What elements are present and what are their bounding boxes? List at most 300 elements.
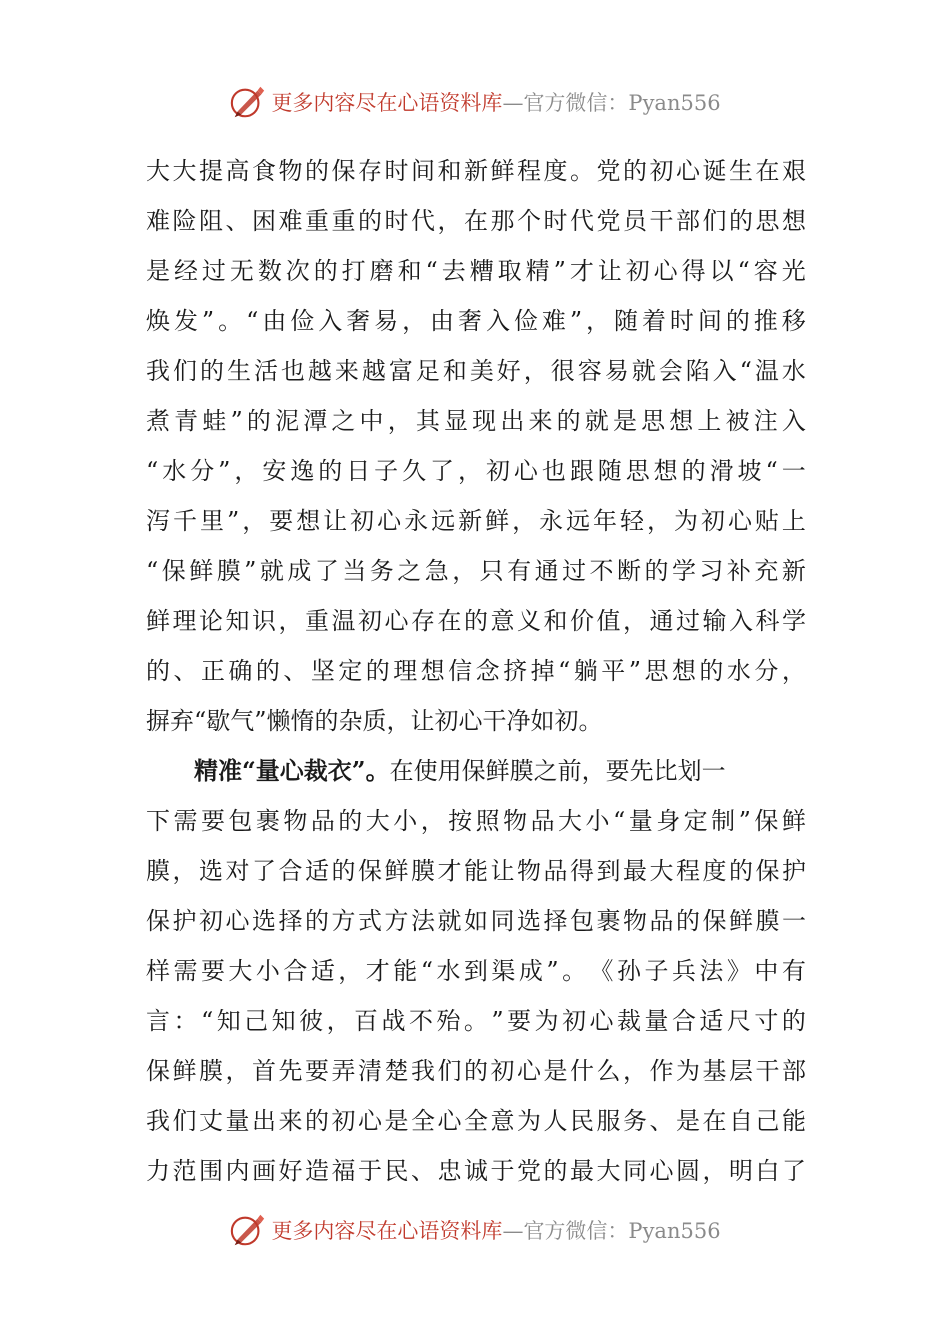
glyph: 需 [173,957,198,985]
glyph: 兵 [671,957,696,985]
glyph: 品 [310,807,335,835]
glyph: 心 [589,1007,614,1035]
glyph: 百 [354,1007,379,1035]
glyph: 鲜 [172,1057,197,1085]
glyph: 适 [699,1007,724,1035]
glyph: 的 [318,457,343,485]
glyph: 提 [199,157,223,185]
glyph: 艰 [782,157,806,185]
footer-banner [0,1210,950,1250]
glyph: 画 [252,1157,276,1185]
glyph: 度 [702,857,727,885]
glyph: 心 [377,507,402,535]
glyph: 心 [225,907,250,935]
glyph: 的 [331,857,356,885]
glyph: “ [246,307,259,335]
glyph: 裹 [596,907,621,935]
glyph: 学 [782,607,806,635]
glyph: 补 [726,557,751,585]
glyph: 现 [472,407,497,435]
glyph: 信 [448,657,473,685]
glyph: 们 [702,207,727,235]
glyph: 力 [146,1157,170,1185]
glyph: 糟 [469,257,494,285]
glyph: 务 [369,557,394,585]
glyph: 俭 [290,307,315,335]
glyph: 子 [644,957,669,985]
glyph: 让 [490,857,515,885]
glyph: 楚 [384,1057,409,1085]
glyph: 膜 [146,857,170,885]
glyph: 民 [570,1107,594,1135]
glyph: 鲜 [485,507,510,535]
text-line [146,496,806,546]
glyph: 是 [676,1107,700,1135]
glyph: ， [402,307,427,335]
glyph: 在 [437,607,462,635]
glyph: 取 [497,257,522,285]
text-line [146,196,806,246]
glyph: 安 [262,457,287,485]
glyph: 思 [644,657,669,685]
pen-logo-icon [229,1211,267,1249]
glyph: 躺 [573,657,598,685]
glyph: 膜 [216,557,241,585]
glyph: 之 [331,407,356,435]
glyph: 存 [358,157,382,185]
glyph: 足 [415,357,440,385]
glyph: 的 [255,657,280,685]
glyph: 部 [782,1057,806,1085]
glyph: 重 [305,607,329,635]
glyph: 代 [570,207,594,235]
glyph: 物 [517,857,541,885]
glyph: 有 [781,957,806,985]
glyph: ， [623,607,647,635]
text-line [146,896,806,946]
glyph: 那 [490,207,515,235]
glyph: 渠 [491,957,516,985]
glyph: 是 [146,257,170,285]
glyph: 确 [228,657,253,685]
glyph: 难 [541,307,566,335]
glyph: 思 [625,457,650,485]
glyph: 合 [671,1007,696,1035]
glyph: 了 [314,557,339,585]
glyph: 初 [199,907,223,935]
glyph: 就 [259,557,284,585]
glyph: 不 [589,557,614,585]
pen-logo-icon [229,83,267,121]
glyph: 的 [725,307,750,335]
glyph: 初 [490,1057,515,1085]
glyph: 包 [228,807,253,835]
glyph: 之 [397,557,422,585]
glyph: 打 [341,257,366,285]
glyph: ， [326,1007,351,1035]
glyph: 阻 [199,207,223,235]
glyph: 量 [644,1007,669,1035]
glyph: 择 [543,907,568,935]
glyph: 容 [753,257,778,285]
glyph: 部 [676,207,700,235]
glyph: 泥 [275,407,300,435]
glyph: 时 [543,207,568,235]
text-line [146,596,806,646]
glyph: 保 [754,807,779,835]
glyph: 才 [365,957,390,985]
glyph: 小 [393,807,418,835]
glyph: 潭 [303,407,328,435]
glyph: 寸 [754,1007,779,1035]
glyph: 充 [754,557,779,585]
glyph: 一 [781,457,806,485]
glyph: 难 [146,207,170,235]
glyph: 保 [146,1057,170,1085]
glyph: 适 [310,957,335,985]
glyph: 心 [437,1107,462,1135]
glyph: 得 [681,257,706,285]
glyph: 生 [729,157,753,185]
glyph: 学 [671,557,696,585]
glyph: 来 [334,357,359,385]
glyph: 。 [218,307,243,335]
glyph: 能 [782,1107,806,1135]
glyph: 上 [781,507,806,535]
glyph: 好 [278,1157,303,1185]
glyph: 贴 [754,507,779,535]
glyph: 被 [725,407,750,435]
glyph: 逸 [290,457,315,485]
glyph: 险 [172,207,197,235]
glyph: 的 [556,407,581,435]
glyph: 我 [146,1107,170,1135]
glyph: 们 [172,1107,197,1135]
glyph: 间 [411,157,435,185]
glyph: 时 [384,207,409,235]
glyph: 青 [174,407,199,435]
glyph: 平 [601,657,626,685]
glyph: 身 [656,807,681,835]
glyph: 层 [729,1057,753,1085]
glyph: 入 [712,357,737,385]
glyph: 。 [562,957,587,985]
glyph: 由 [430,307,455,335]
line-text: 摒弃“歇气”懒惰的杂质，让初心干净如初。 [146,707,603,735]
glyph: 了 [252,857,276,885]
glyph: 、 [283,657,308,685]
glyph: 定 [683,807,708,835]
glyph: 鲜 [490,157,515,185]
glyph: 得 [570,857,594,885]
glyph: 光 [781,257,806,285]
glyph: 越 [361,357,386,385]
glyph: 水 [726,657,751,685]
glyph: 鲜 [384,857,409,885]
glyph: 通 [649,607,674,635]
glyph: “ [612,807,626,835]
glyph: 让 [323,507,348,535]
glyph: 富 [388,357,413,385]
glyph: 需 [173,807,198,835]
glyph: 挤 [503,657,528,685]
glyph: 什 [570,1057,594,1085]
glyph: 围 [199,1157,223,1185]
glyph: 想 [420,657,445,685]
text-line [146,696,806,746]
glyph: 容 [577,357,602,385]
glyph: 让 [597,257,622,285]
glyph: 择 [278,907,303,935]
glyph: 大 [172,157,197,185]
glyph: 同 [490,907,515,935]
glyph: 新 [464,157,488,185]
glyph: 量 [225,1107,250,1135]
glyph: 发 [173,307,198,335]
glyph: 方 [384,907,409,935]
glyph: 于 [358,1157,382,1185]
glyph: ， [623,1057,647,1085]
glyph: ， [437,207,462,235]
glyph: 么 [596,1057,621,1085]
glyph: ： [173,1007,198,1035]
glyph: 习 [699,557,724,585]
glyph: 高 [225,157,250,185]
glyph: 俭 [513,307,538,335]
glyph: 理 [172,607,197,635]
glyph: 新 [458,507,483,535]
glyph: 温 [331,607,356,635]
glyph: 初 [625,257,650,285]
glyph: 度 [543,157,568,185]
glyph: 保 [146,907,170,935]
glyph: 选 [517,907,541,935]
glyph: 言 [146,1007,170,1035]
glyph: 永 [539,507,564,535]
glyph: 其 [415,407,440,435]
glyph: 保 [755,857,780,885]
glyph: ” [546,957,559,985]
glyph: 的 [338,807,363,835]
glyph: 知 [271,1007,296,1035]
glyph: 要 [507,1007,532,1035]
glyph: 个 [517,207,541,235]
glyph: 的 [729,857,753,885]
glyph: 初 [700,507,725,535]
glyph: 有 [507,557,532,585]
glyph: 识 [252,607,276,635]
glyph: 的 [246,407,271,435]
glyph: 于 [490,1157,515,1185]
glyph: 为 [517,1107,541,1135]
glyph: 品 [530,807,555,835]
glyph: 尺 [726,1007,751,1035]
glyph: 为 [673,507,698,535]
glyph: 制 [711,807,736,835]
glyph: 一 [782,907,806,935]
glyph: 大 [649,857,674,885]
text-line [146,296,806,346]
glyph: 水 [162,457,187,485]
glyph: 千 [172,507,197,535]
glyph: 思 [755,207,780,235]
glyph: 磨 [369,257,394,285]
glyph: 中 [359,407,384,435]
glyph: 滑 [709,457,734,485]
glyph: 白 [755,1157,780,1185]
glyph: 膜 [411,857,435,885]
glyph: 过 [676,607,700,635]
glyph: 代 [411,207,435,235]
glyph: 保 [161,557,186,585]
glyph: 中 [754,957,779,985]
glyph: 来 [278,1107,303,1135]
glyph: 、 [225,207,250,235]
glyph: 员 [623,207,647,235]
glyph: 远 [566,507,591,535]
glyph: 选 [199,857,223,885]
glyph: 泻 [146,507,170,535]
glyph: 按 [448,807,473,835]
glyph: 是 [384,1107,409,1135]
text-line [146,546,806,596]
glyph: 也 [280,357,305,385]
glyph: ” [244,557,257,585]
glyph: 护 [782,857,806,885]
glyph: ， [387,407,412,435]
glyph: 保 [702,907,727,935]
glyph: 移 [781,307,806,335]
glyph: 轻 [620,507,644,535]
text-line [146,1146,806,1196]
glyph: 急 [424,557,449,585]
glyph: 随 [597,457,622,485]
glyph: 裹 [255,807,280,835]
glyph: “ [737,257,750,285]
glyph: 了 [430,457,455,485]
glyph: 思 [641,407,666,435]
glyph: 诞 [702,157,727,185]
glyph: 想 [653,457,678,485]
glyph: 要 [200,807,225,835]
glyph: 鲜 [729,907,753,935]
glyph: 能 [393,957,418,985]
glyph: 初 [350,507,375,535]
glyph: 时 [384,157,409,185]
glyph: 大 [365,807,390,835]
glyph: 我 [411,1057,435,1085]
glyph: 数 [257,257,282,285]
glyph: 内 [225,1157,250,1185]
text-line [146,146,806,196]
glyph: 不 [408,1007,433,1035]
text-line [146,1046,806,1096]
glyph: 合 [283,957,308,985]
glyph: 能 [464,857,488,885]
text-line [146,396,806,446]
glyph: 全 [411,1107,435,1135]
glyph: 初 [358,607,382,635]
glyph: 造 [305,1157,329,1185]
glyph: 的 [644,557,669,585]
glyph: 孙 [617,957,641,985]
header-text-grey: —官方微信：Pyan556 [502,91,721,115]
glyph: 和 [397,257,422,285]
glyph: 值 [596,607,621,635]
glyph: 法 [699,957,724,985]
glyph: 日 [346,457,371,485]
glyph: “ [739,357,752,385]
glyph: 注 [753,407,778,435]
glyph: 成 [287,557,312,585]
glyph: 品 [543,857,568,885]
header-banner [0,82,950,122]
glyph: 心 [517,1057,541,1085]
text-line [146,1096,806,1146]
glyph: 重 [305,207,329,235]
glyph: 大 [596,1157,621,1185]
glyph: 的 [305,1107,329,1135]
glyph: 丈 [199,1107,223,1135]
glyph: 入 [485,307,510,335]
glyph: ， [234,457,259,485]
glyph: 心 [676,157,700,185]
glyph: 和 [442,357,467,385]
glyph: 的 [623,157,647,185]
glyph: 选 [252,907,276,935]
glyph: 里 [199,507,224,535]
glyph: 重 [331,207,356,235]
glyph: 才 [569,257,594,285]
glyph: 在 [464,207,488,235]
glyph: 党 [517,1157,541,1185]
glyph: 的 [699,657,724,685]
glyph: 清 [358,1057,382,1085]
glyph: 裁 [617,1007,641,1035]
glyph: ， [278,607,303,635]
glyph: 入 [729,607,753,635]
glyph: 明 [729,1157,753,1185]
glyph: 。 [463,1007,488,1035]
glyph: 小 [585,807,610,835]
glyph: ” [553,257,566,285]
glyph: ” [628,657,641,685]
glyph: 出 [500,407,525,435]
glyph: 当 [342,557,367,585]
glyph: 、 [411,1157,435,1185]
glyph: 战 [381,1007,406,1035]
glyph: ” [230,407,243,435]
glyph: 忠 [437,1157,462,1185]
glyph: 的 [146,657,170,685]
glyph: 要 [305,1057,329,1085]
glyph: “ [420,957,433,985]
glyph: 心 [653,257,678,285]
glyph: 我 [146,357,170,385]
glyph: 难 [278,207,303,235]
glyph: 很 [550,357,575,385]
glyph: 分 [754,657,779,685]
glyph: 上 [697,407,722,435]
glyph: 适 [305,857,329,885]
glyph: 程 [676,857,700,885]
glyph: 远 [431,507,456,535]
glyph: 们 [172,357,197,385]
glyph: 过 [562,557,587,585]
glyph: 们 [437,1057,462,1085]
glyph: 的 [781,1007,806,1035]
glyph: 入 [781,407,806,435]
